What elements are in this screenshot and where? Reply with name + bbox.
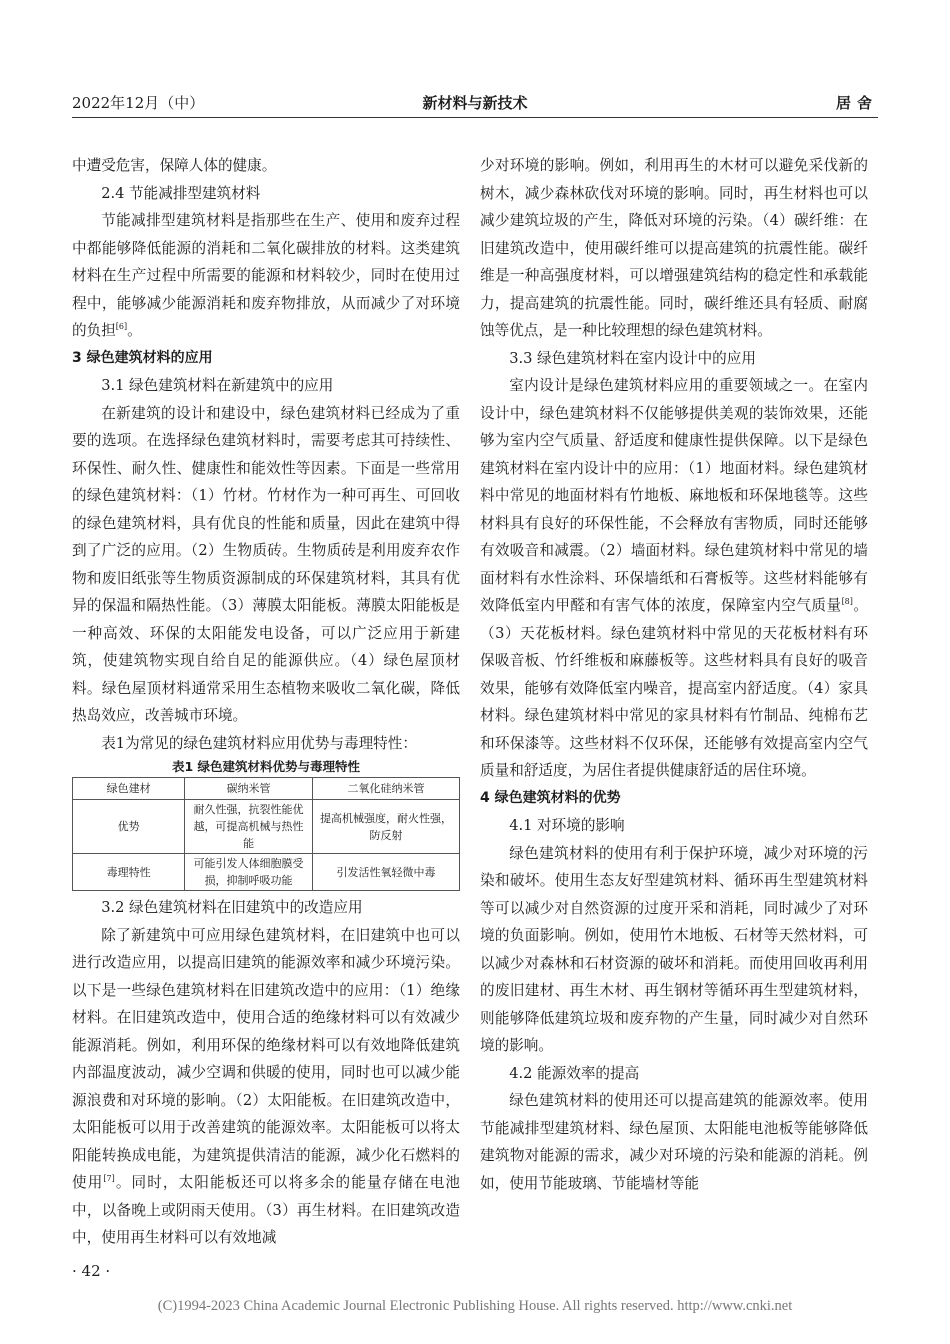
paragraph: 室内设计是绿色建筑材料应用的重要领域之一。在室内设计中，绿色建筑材料不仅能够提供美观的装饰效果，还能够为室内空气质量、舒适度和健康性提供保障。以下是绿色建筑材料在室内设计中的应用：（1）地面材料。绿色建筑材料中常见的地面材料有竹地板、麻地板和环保地毯等。这些材料具有良好的环保性能，不会释放有害物质，同时还能够有效吸音和减震。（2）墙面材料。绿色建筑材料中常见的墙面材料有水性涂料、环保墙纸和石膏板等。这些材料能够有效降低室内甲醛和有害气体的浓度，保障室内空气质量[8]。（3）天花板材料。绿色建筑材料中常见的天花板材料有环保吸音板、竹纤维板和麻藤板等。这些材料具有良好的吸音效果，能够有效降低室内噪音，提高室内舒适度。（4）家具材料。绿色建筑材料中常见的家具材料有竹制品、纯棉布艺和环保漆等。这些材料不仅环保，还能够有效提高室内空气质量和舒适度，为居住者提供健康舒适的居住环境。 bbox=[480, 377, 868, 779]
table-cell: 优势 bbox=[73, 800, 185, 854]
data-table bbox=[72, 777, 460, 891]
table-header-cell: 二氧化硅纳米管 bbox=[312, 778, 459, 800]
table-cell: 可能引发人体细胞膜受损，抑制呼吸功能 bbox=[185, 854, 313, 891]
table-cell: 提高机械强度，耐火性强，防反射 bbox=[312, 800, 459, 854]
journal-name: 居舍 bbox=[835, 94, 878, 112]
table-row bbox=[73, 854, 460, 891]
heading-4: 4 绿色建筑材料的优势 bbox=[480, 789, 621, 806]
page-number: · 42 · bbox=[72, 1262, 111, 1280]
table-cell: 毒理特性 bbox=[73, 854, 185, 891]
paragraph: 表1为常见的绿色建筑材料应用优势与毒理特性： bbox=[101, 734, 417, 752]
section-title: 新材料与新技术 bbox=[422, 94, 528, 112]
table-header-cell: 碳纳米管 bbox=[185, 778, 313, 800]
table-cell: 耐久性强，抗裂性能优越，可提高机械与热性能 bbox=[185, 800, 313, 854]
table-row bbox=[73, 800, 460, 854]
right-column bbox=[480, 152, 868, 1197]
copyright-footer: (C)1994-2023 China Academic Journal Electronic Publishing House. All rights reserved. http://www.cnki.net bbox=[157, 1298, 793, 1314]
left-column bbox=[72, 152, 460, 1252]
citation: [7] bbox=[103, 1174, 115, 1184]
paragraph: 除了新建筑中可应用绿色建筑材料，在旧建筑中也可以进行改造应用，以提高旧建筑的能源效率和减少环境污染。以下是一些绿色建筑材料在旧建筑改造中的应用：（1）绝缘材料。在旧建筑改造中，使用合适的绝缘材料可以有效减少能源消耗。例如，利用环保的绝缘材料可以有效地降低建筑内部温度波动，减少空调和供暖的使用，同时也可以减少能源浪费和对环境的影响。（2）太阳能板。在旧建筑改造中，太阳能板可以用于改善建筑的能源效率。太阳能板可以将太阳能转换成电能，为建筑提供清洁的能源，减少化石燃料的使用[7]。同时，太阳能板还可以将多余的能量存储在电池中，以备晚上或阴雨天使用。（3）再生材料。在旧建筑改造中，使用再生材料可以有效地减 bbox=[72, 926, 460, 1246]
citation: [6] bbox=[115, 322, 128, 332]
paragraph: 少对环境的影响。例如，利用再生的木材可以避免采伐新的树木，减少森林砍伐对环境的影响。同时，再生材料也可以减少建筑垃圾的产生，降低对环境的污染。（4）碳纤维：在旧建筑改造中，使用碳纤维可以提高建筑的抗震性能。碳纤维是一种高强度材料，可以增强建筑结构的稳定性和承载能力，提高建筑的抗震性能。同时，碳纤维还具有轻质、耐腐蚀等优点，是一种比较理想的绿色建筑材料。 bbox=[480, 157, 868, 339]
issue-date: 2022年12月（中） bbox=[72, 94, 205, 112]
paragraph: 中遭受危害，保障人体的健康。 bbox=[72, 157, 277, 174]
heading-3-1: 3.1 绿色建筑材料在新建筑中的应用 bbox=[101, 377, 334, 394]
heading-3-3: 3.3 绿色建筑材料在室内设计中的应用 bbox=[509, 349, 756, 367]
citation: [8] bbox=[841, 597, 853, 607]
paragraph: 绿色建筑材料的使用还可以提高建筑的能源效率。使用节能减排型建筑材料、绿色屋顶、太阳能电池板等能够降低建筑物对能源的需求，减少对环境的污染和能源的消耗。例如，使用节能玻璃、节能墙材等能 bbox=[480, 1092, 868, 1192]
table-header-row bbox=[73, 778, 460, 800]
heading-4-2: 4.2 能源效率的提高 bbox=[509, 1064, 640, 1082]
heading-2-4: 2.4 节能减排型建筑材料 bbox=[101, 184, 261, 202]
heading-3-2: 3.2 绿色建筑材料在旧建筑中的改造应用 bbox=[101, 899, 363, 916]
paragraph: 节能减排型建筑材料是指那些在生产、使用和废弃过程中都能够降低能源的消耗和二氧化碳排放的材料。这类建筑材料在生产过程中所需要的能源和材料较少，同时在使用过程中，能够减少能源消耗和废弃物排放，从而减少了对环境的负担[6]。 bbox=[72, 212, 460, 339]
running-header bbox=[72, 92, 878, 116]
paragraph: 在新建筑的设计和建设中，绿色建筑材料已经成为了重要的选项。在选择绿色建筑材料时，需要考虑其可持续性、环保性、耐久性、健康性和能效性等因素。下面是一些常用的绿色建筑材料：（1）竹材。竹材作为一种可再生、可回收的绿色建筑材料，具有优良的性能和质量，因此在建筑中得到了广泛的应用。（2）生物质砖。生物质砖是利用废弃农作物和废旧纸张等生物质资源制成的环保建筑材料，其具有优异的保温和隔热性能。（3）薄膜太阳能板。薄膜太阳能板是一种高效、环保的太阳能发电设备，可以广泛应用于新建筑，使建筑物实现自给自足的能源供应。（4）绿色屋顶材料。绿色屋顶材料通常采用生态植物来吸收二氧化碳，降低热岛效应，改善城市环境。 bbox=[72, 404, 460, 724]
heading-3: 3 绿色建筑材料的应用 bbox=[72, 349, 213, 366]
table-caption: 表1 绿色建筑材料优势与毒理特性 bbox=[171, 759, 361, 774]
heading-4-1: 4.1 对环境的影响 bbox=[509, 817, 625, 834]
paragraph: 绿色建筑材料的使用有利于保护环境，减少对环境的污染和破坏。使用生态友好型建筑材料、循环再生型建筑材料等可以减少对自然资源的过度开采和消耗，同时减少了对环境的负面影响。例如，使用竹木地板、石材等天然材料，可以减少对森林和石材资源的破坏和消耗。而使用回收再利用的废旧建材、再生木材、再生钢材等循环再生型建筑材料，则能够降低建筑垃圾和废弃物的产生量，同时减少对自然环境的影响。 bbox=[480, 844, 868, 1054]
table-header-cell: 绿色建材 bbox=[73, 778, 185, 800]
table-cell: 引发活性氧轻微中毒 bbox=[312, 854, 459, 891]
header-rule bbox=[72, 117, 878, 118]
